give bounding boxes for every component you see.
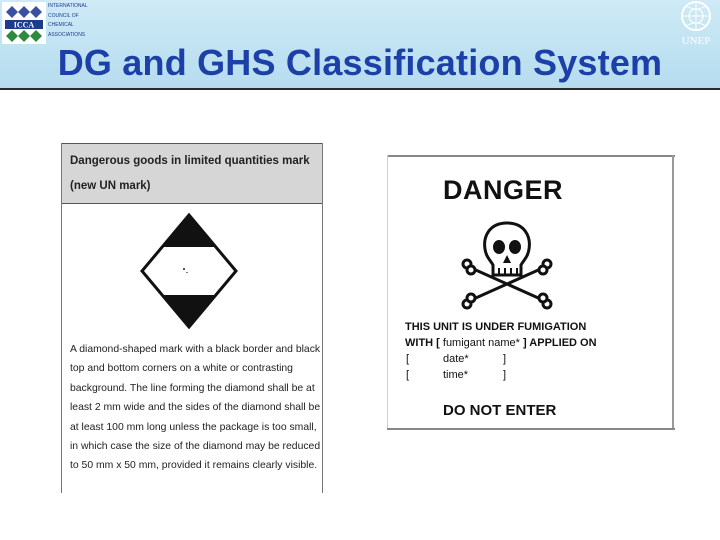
icca-logo [2,2,46,44]
time-field: time* [443,369,469,381]
time-bracket-open: [ [406,369,410,381]
description-line: background. The line forming the diamond shall be at [70,382,315,394]
description-line: at least 100 mm long unless the package is too small, [70,421,317,433]
icca-side-text-line: INTERNATIONAL [48,3,88,9]
description-line: to 50 mm x 50 mm, provided it remains clearly visible. [70,460,318,472]
sign-border-bottom [387,428,675,430]
do-not-enter-text: DO NOT ENTER [443,402,557,419]
fumigation-line2-prefix: WITH [ [405,337,440,349]
description-line: least 2 mm wide and the sides of the diamond shall be [70,402,321,414]
fumigation-line2 [405,337,597,349]
description-line: top and bottom corners on a white or contrasting [70,363,293,375]
fumigation-warning-sign [387,155,675,430]
date-bracket-open: [ [406,353,410,365]
icca-side-text-line: ASSOCIATIONS [48,31,86,38]
icca-side-text-line: COUNCIL OF [48,12,79,19]
limited-quantities-heading-line1: Dangerous goods in limited quantities mark [70,155,310,167]
description-line: A diamond-shaped mark with a black border and black [70,344,321,355]
date-field: date* [443,353,469,365]
time-bracket-close: ] [503,369,507,381]
danger-title: DANGER [443,175,564,205]
unep-logo [674,0,718,46]
header-divider [0,88,720,90]
slide-title: DG and GHS Classification System [57,42,663,83]
limited-quantities-description [70,340,322,476]
date-bracket-close: ] [503,353,507,365]
limited-quantities-panel [61,143,323,493]
icca-side-text [48,2,88,40]
icca-logo-text: ICCA [13,20,35,30]
skull-and-crossbones-icon [459,217,555,313]
fumigation-line1: THIS UNIT IS UNDER FUMIGATION [405,321,587,333]
unep-logo-text: UNEP [681,35,711,46]
limited-quantities-heading [62,143,322,204]
sign-border-top [387,155,675,157]
fumigant-name-field: fumigant name* [439,337,523,349]
limited-quantity-diamond-icon [140,213,238,329]
sign-border-right [672,155,674,430]
fumigation-line2-suffix: ] APPLIED ON [522,337,597,349]
description-line: in which case the size of the diamond may be reduced [70,441,321,453]
sign-border-left [387,155,388,430]
limited-quantities-heading-line2: (new UN mark) [70,180,151,192]
icca-side-text-line: CHEMICAL [48,22,74,28]
slide-header [0,0,720,88]
